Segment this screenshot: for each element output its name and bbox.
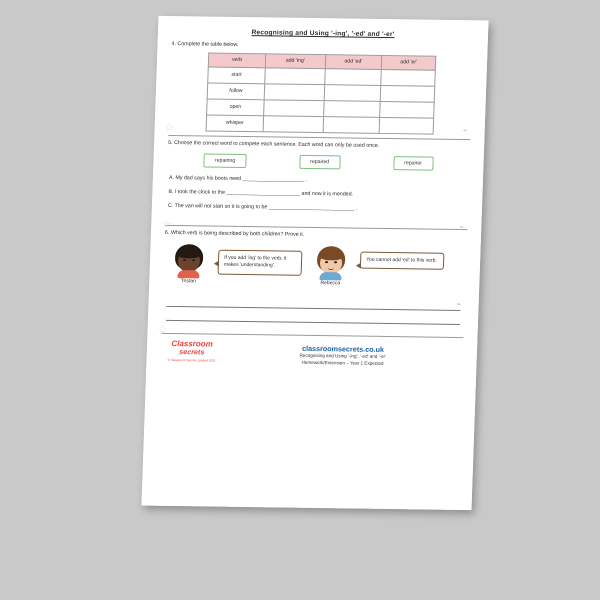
question-5-star-wrap xyxy=(161,218,467,231)
speech-bubble-rebecca: You cannot add 'ed' to this verb. xyxy=(360,251,445,270)
worksheet-page xyxy=(141,16,488,510)
divider xyxy=(168,135,470,140)
avatar xyxy=(171,243,206,277)
star-icon: ☆ xyxy=(164,121,175,135)
footer xyxy=(160,339,463,368)
table-cell-ed[interactable] xyxy=(324,69,381,86)
character-tristan xyxy=(165,243,212,285)
body-shape xyxy=(177,270,199,278)
character-name: Tristan xyxy=(180,277,196,285)
question-4-prompt: 4. Complete the table below. xyxy=(171,40,239,48)
word-option-row xyxy=(177,153,460,171)
table-cell-verb: follow xyxy=(207,83,265,100)
body-shape xyxy=(319,272,341,280)
table-header-ing: add 'ing' xyxy=(265,54,325,69)
fringe-shape xyxy=(177,247,201,258)
worksheet-page-wrapper xyxy=(141,16,488,510)
table-cell-verb: start xyxy=(208,67,266,84)
table-row xyxy=(206,115,434,134)
classroom-secrets-logo[interactable] xyxy=(160,339,223,362)
question-6-prompt: 6. Which verb is being described by both children? Prove it. xyxy=(164,229,305,238)
divider xyxy=(165,225,467,230)
question-5-code: 5a xyxy=(459,224,464,229)
footer-text-block xyxy=(222,340,463,368)
star-icon: ☆ xyxy=(157,323,168,336)
table-cell-verb: open xyxy=(207,99,265,116)
footer-subtitle-line: Homework/Extension – Year 1 Expected xyxy=(301,359,384,366)
table-cell-er[interactable] xyxy=(380,85,434,102)
star-icon: ☆ xyxy=(161,218,172,231)
table-header-er: add 'er' xyxy=(381,55,435,70)
question-4-code: 4a xyxy=(463,128,467,133)
speech-bubble-tristan: If you add 'ing' to the verb, it makes 'understanding'. xyxy=(218,249,303,275)
avatar xyxy=(313,245,348,279)
answer-line[interactable] xyxy=(166,306,461,324)
footer-title-line: Recognising and Using '-ing', '-ed' and '-er' xyxy=(299,352,387,360)
question-6-code: 6a xyxy=(457,301,461,306)
table-cell-ing[interactable] xyxy=(264,84,324,101)
table-cell-verb: whisper xyxy=(206,115,264,132)
divider xyxy=(161,332,463,337)
table-cell-er[interactable] xyxy=(381,69,435,86)
table-cell-er[interactable] xyxy=(379,117,433,134)
table-cell-ed[interactable] xyxy=(324,85,381,102)
verb-table[interactable] xyxy=(206,53,437,135)
question-6-answer-area[interactable] xyxy=(166,292,461,324)
table-header-verb: verb xyxy=(208,53,265,68)
table-cell-ing[interactable] xyxy=(264,100,324,117)
website-url[interactable]: classroomsecrets.co.uk xyxy=(301,343,385,354)
characters-row xyxy=(165,243,464,289)
table-cell-ed[interactable] xyxy=(323,117,380,134)
character-rebecca xyxy=(307,245,354,287)
logo-sub-text: secrets xyxy=(179,346,205,356)
logo-main-text: Classroom xyxy=(171,338,213,349)
question-5-sentence-c[interactable]: C. The van will not start so it is going to be _____________________________ . xyxy=(167,203,358,213)
table-cell-ed[interactable] xyxy=(323,101,380,118)
table-cell-ing[interactable] xyxy=(263,116,323,133)
word-option-repaired[interactable]: repaired xyxy=(299,155,341,170)
word-option-repairing[interactable]: repairing xyxy=(204,154,247,169)
question-5-prompt: 5. Choose the correct word to compete each sentence. Each word can only be used once. xyxy=(167,139,380,149)
fringe-shape xyxy=(319,249,343,260)
table-cell-ing[interactable] xyxy=(265,68,325,85)
word-option-repairer[interactable]: repairer xyxy=(393,156,433,171)
logo-copyright: © Classroom Secrets Limited 2021 xyxy=(167,357,216,363)
question-5-sentence-a[interactable]: A. My dad says his boots need _____________________ . xyxy=(168,175,308,184)
table-header-ed: add 'ed' xyxy=(325,55,382,70)
character-name: Rebecca xyxy=(320,279,341,287)
question-5-sentence-b[interactable]: B. I took the clock to the _________________________ and now it is mended. xyxy=(168,189,354,198)
table-cell-er[interactable] xyxy=(380,101,434,118)
page-title: Recognising and Using '-ing', '-ed' and '-er' xyxy=(251,29,395,39)
